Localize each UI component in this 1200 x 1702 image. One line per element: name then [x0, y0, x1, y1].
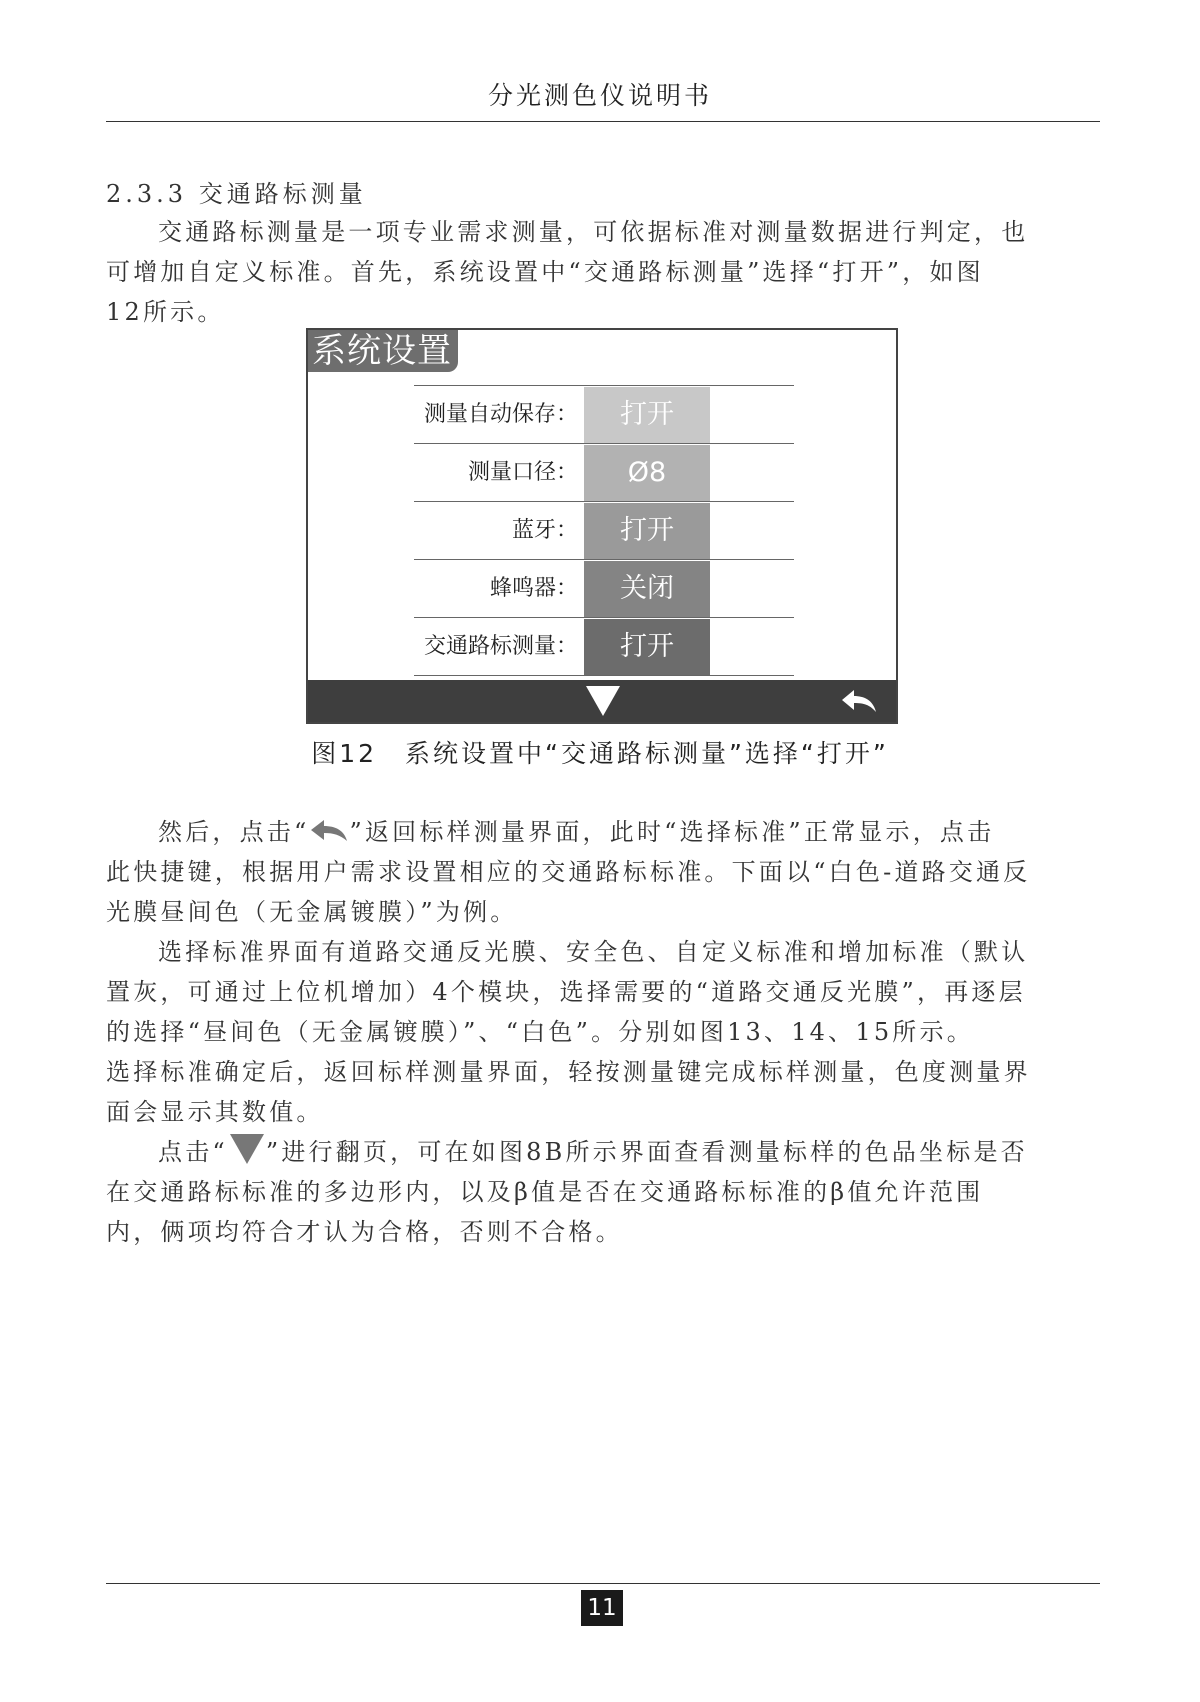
setting-row-aperture: [414, 444, 794, 502]
down-triangle-icon: [586, 686, 620, 716]
down-triangle-icon: [230, 1134, 264, 1164]
paragraph-line: 置灰，可通过上位机增加）4个模块，选择需要的“道路交通反光膜”，再逐层: [106, 978, 1026, 1006]
setting-label: 测量自动保存：: [423, 402, 578, 427]
setting-label: 蓝牙：: [511, 518, 578, 543]
setting-label: 测量口径：: [467, 460, 578, 485]
screen-title: 系统设置: [308, 330, 458, 372]
setting-label: 交通路标测量：: [423, 634, 578, 659]
paragraph-line: 可增加自定义标准。首先，系统设置中“交通路标测量”选择“打开”，如图: [106, 258, 984, 286]
back-arrow-icon: [840, 688, 878, 714]
section-heading: 2.3.3 交通路标测量: [106, 180, 367, 208]
paragraph-select-standard: [106, 932, 1100, 1132]
setting-value: Ø8: [584, 445, 710, 501]
setting-row-traffic-sign: [414, 618, 794, 676]
setting-label: 蜂鸣器：: [489, 576, 578, 601]
figure-caption: 图12 系统设置中“交通路标测量”选择“打开”: [311, 739, 889, 768]
setting-value: 打开: [584, 503, 710, 559]
paragraph-line: 面会显示其数值。: [106, 1098, 324, 1126]
paragraph-return: [106, 812, 1100, 932]
setting-value: 打开: [584, 387, 710, 443]
paragraph-line: 内，俩项均符合才认为合格，否则不合格。: [106, 1218, 623, 1246]
footer-rule: [106, 1583, 1100, 1584]
text-run: 然后，点击“: [158, 818, 310, 846]
paragraph-line: 选择标准确定后，返回标样测量界面，轻按测量键完成标样测量，色度测量界: [106, 1058, 1031, 1086]
paragraph-line: 在交通路标标准的多边形内，以及β值是否在交通路标标准的β值允许范围: [106, 1178, 984, 1206]
setting-value: 打开: [584, 619, 710, 675]
paragraph-line: 的选择“昼间色（无金属镀膜）”、“白色”。分别如图13、14、15所示。: [106, 1018, 974, 1046]
header-title: 分光测色仪说明书: [487, 81, 712, 110]
back-arrow-icon: [309, 819, 349, 843]
paragraph-line: 交通路标测量是一项专业需求测量，可依据标准对测量数据进行判定，也: [158, 218, 1029, 246]
text-run: 点击“: [158, 1138, 228, 1166]
device-screenshot: [306, 328, 898, 724]
setting-row-auto-save: [414, 386, 794, 444]
setting-value: 关闭: [584, 561, 710, 617]
header-rule: [106, 121, 1100, 122]
paragraph-intro: [106, 212, 1100, 332]
paragraph-page-turn: [106, 1132, 1100, 1252]
setting-row-buzzer: [414, 560, 794, 618]
setting-row-bluetooth: [414, 502, 794, 560]
paragraph-line: 12所示。: [106, 298, 225, 326]
paragraph-line: 此快捷键，根据用户需求设置相应的交通路标标准。下面以“白色-道路交通反: [106, 858, 1031, 886]
paragraph-line: [106, 812, 1100, 852]
paragraph-line: [106, 1132, 1100, 1172]
page-number: 11: [581, 1590, 623, 1626]
paragraph-line: 选择标准界面有道路交通反光膜、安全色、自定义标准和增加标准（默认: [158, 938, 1029, 966]
text-run: ”返回标样测量界面，此时“选择标准”正常显示，点击: [349, 818, 995, 846]
text-run: ”进行翻页，可在如图8B所示界面查看测量标样的色品坐标是否: [265, 1138, 1028, 1166]
paragraph-line: 光膜昼间色（无金属镀膜）”为例。: [106, 898, 518, 926]
device-bottom-bar: [308, 680, 896, 722]
